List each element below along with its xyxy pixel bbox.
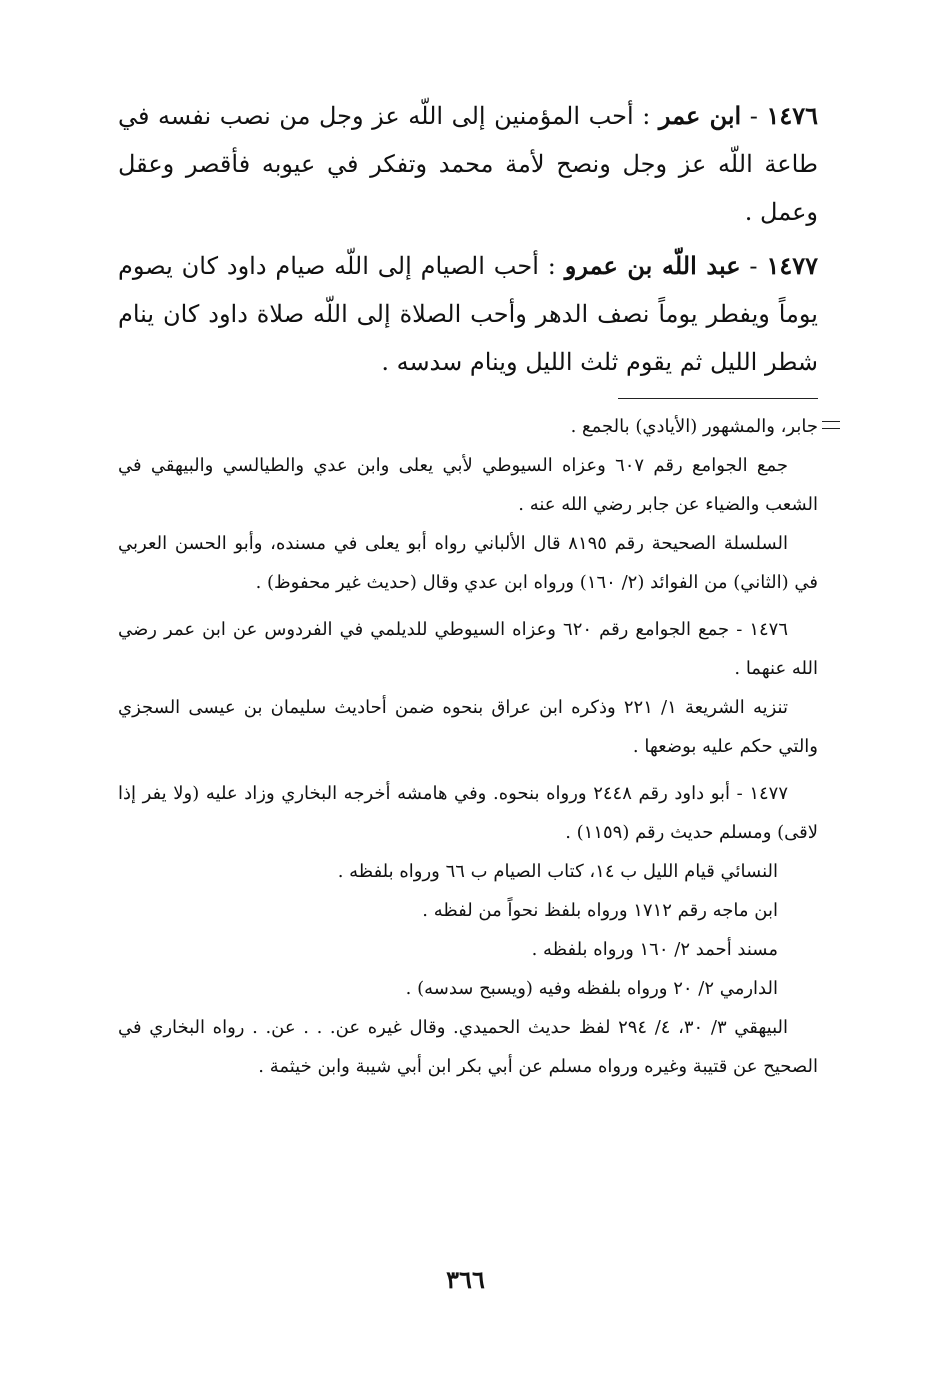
footnote-paragraph: الدارمي ٢/ ٢٠ ورواه بلفظه وفيه (ويسبح سدسه) . [405, 978, 778, 999]
footnote-paragraph: مسند أحمد ٢/ ١٦٠ ورواه بلفظه . [531, 939, 778, 960]
footnote-paragraph: البيهقي ٣/ ٣٠، ٤/ ٢٩٤ لفظ حديث الحميدي. وقال غيره عن. . . عن. . رواه البخاري في الصحيح عن قتيبة وغيره ورواه مسلم عن أبي بكر ابن أبي شيبة وابن خيثمة . [118, 1017, 818, 1077]
entry-narrator: عبد اللّه بن عمرو [564, 251, 741, 280]
spacer [118, 602, 818, 610]
page-number: ٣٦٦ [446, 1265, 485, 1294]
footnote-continuation: جابر، والمشهور (الأيادي) بالجمع . [118, 407, 818, 446]
footnote-1477: ١٤٧٧ - أبو داود رقم ٢٤٤٨ ورواه بنحوه. وفي هامشه أخرجه البخاري وزاد عليه (ولا يفر إذا لاقى) ومسلم حديث رقم (١١٥٩) . [118, 783, 818, 843]
entry-narrator: ابن عمر [658, 101, 742, 130]
entry-text: : أحب الصيام إلى اللّه صيام داود كان يصوم يوماً ويفطر يوماً نصف الدهر وأحب الصلاة إلى اللّه صلاة داود كان ينام شطر الليل ثم يقوم ثلث الليل وينام سدسه . [118, 252, 818, 376]
footnote-paragraph: ابن ماجه رقم ١٧١٢ ورواه بلفظ نحواً من لفظه . [422, 900, 778, 921]
entry-1477: ١٤٧٧ - عبد اللّه بن عمرو : أحب الصيام إلى اللّه صيام داود كان يصوم يوماً ويفطر يوماً نصف الدهر وأحب الصلاة إلى اللّه صلاة داود كان ينام شطر الليل ثم يقوم ثلث الليل وينام سدسه . [118, 251, 818, 376]
entry-number: ١٤٧٧ [766, 251, 818, 280]
page-body [118, 92, 818, 1086]
footnote-paragraph: تنزيه الشريعة ١/ ٢٢١ وذكره ابن عراق بنحوه ضمن أحاديث سليمان بن عيسى السجزي والتي حكم عليه بوضعها . [118, 697, 818, 757]
entry-text: : أحب المؤمنين إلى اللّه عز وجل من نصب نفسه في طاعة اللّه عز وجل ونصح لأمة محمد وتفكر في عيوبه فأقصر وعقل وعمل . [118, 102, 818, 226]
entry-number: ١٤٧٦ [766, 101, 818, 130]
footnote-separator [618, 398, 818, 399]
spacer [118, 766, 818, 774]
footnote-1476: ١٤٧٦ - جمع الجوامع رقم ٦٢٠ وعزاه السيوطي للديلمي في الفردوس عن ابن عمر رضي الله عنهما . [118, 619, 818, 679]
footnote-paragraph: النسائي قيام الليل ب ١٤، كتاب الصيام ب ٦٦ ورواه بلفظه . [337, 861, 778, 882]
entry-1476: ١٤٧٦ - ابن عمر : أحب المؤمنين إلى اللّه عز وجل من نصب نفسه في طاعة اللّه عز وجل ونصح لأمة محمد وتفكر في عيوبه فأقصر وعقل وعمل . [118, 101, 818, 226]
footnote-paragraph: السلسلة الصحيحة رقم ٨١٩٥ قال الألباني رواه أبو يعلى في مسنده، وأبو الحسن العربي في (الثاني) من الفوائد (٢/ ١٦٠) ورواه ابن عدي وقال (حديث غير محفوظ) . [118, 533, 818, 593]
footnotes [118, 407, 818, 1086]
footnote-paragraph: جمع الجوامع رقم ٦٠٧ وعزاه السيوطي لأبي يعلى وابن عدي والطيالسي والبيهقي في الشعب والضياء عن جابر رضي الله عنه . [118, 455, 818, 515]
